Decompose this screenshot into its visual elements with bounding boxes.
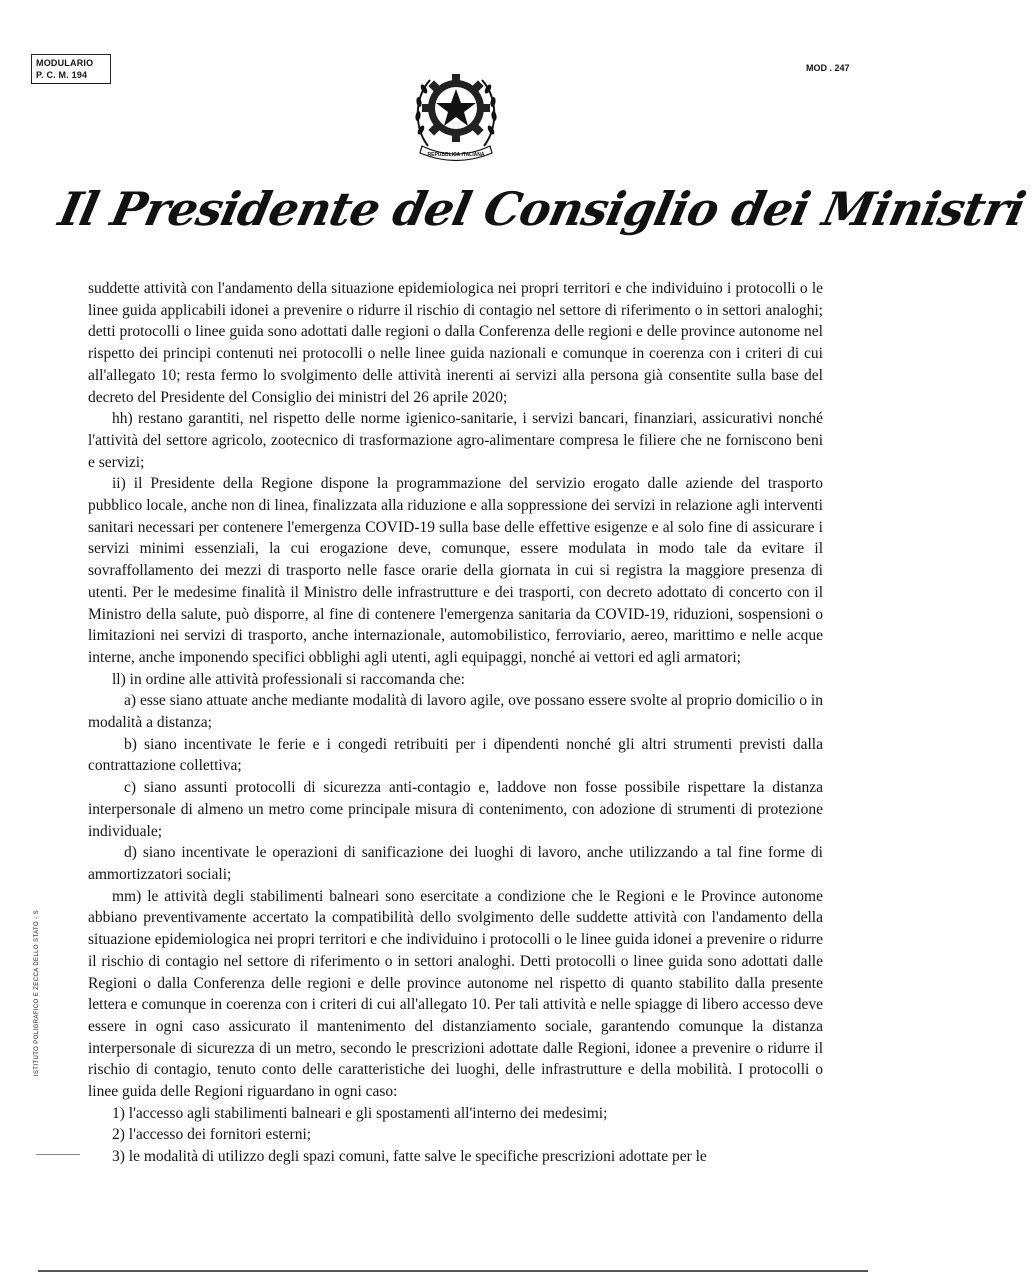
paragraph-mm: mm) le attività degli stabilimenti balneari sono esercitate a condizione che le Regioni e le Province autonome abbiano preventivamente accertato la compatibilità dello svolgimento delle suddette attività con l'andamento della situazione epidemiologica nei propri territori e che individuino i protocolli o le linee guida idonei a prevenire o ridurre il rischio di contagio nel settore di riferimento o in settori analoghi. Detti protocolli o linee guida sono adottati dalle Regioni o dalla Conferenza delle regioni e delle province autonome nel rispetto di quanto stabilito dalla presente lettera e comunque in coerenza con i criteri di cui all'allegato 10. Per tali attività e nelle spiagge di libero accesso deve essere in ogni caso assicurato il mantenimento del distanziamento sociale, garantendo comunque la distanza interpersonale di sicurezza di un metro, secondo le prescrizioni adottate dalle Regioni, idonee a prevenire o ridurre il rischio di contagio, tenuto conto delle caratteristiche dei luoghi, delle infrastrutture e della mobilità. I protocolli o linee guida delle Regioni riguardano in ogni caso: xyxy=(88,887,823,1101)
modulario-stamp xyxy=(31,54,111,84)
footer-rule xyxy=(38,1270,868,1272)
modulario-line-2: P. C. M. 194 xyxy=(36,70,88,80)
paragraph-ll-a: a) esse siano attuate anche mediante modalità di lavoro agile, ove possano essere svolte al proprio domicilio o in modalità a distanza; xyxy=(88,692,823,732)
document-body xyxy=(88,278,823,1168)
modulario-line-1: MODULARIO xyxy=(36,58,94,68)
paragraph-ll-c: c) siano assunti protocolli di sicurezza anti-contagio e, laddove non fosse possibile rispettare la distanza interpersonale di almeno un metro come principale misura di contenimento, con adozione di strumenti di protezione individuale; xyxy=(88,779,823,840)
mod-code: MOD . 247 xyxy=(806,63,850,73)
paragraph-ll-d: d) siano incentivate le operazioni di sanificazione dei luoghi di lavoro, anche utilizzando a tal fine forme di ammortizzatori sociali; xyxy=(88,844,823,883)
paragraph-mm-2: 2) l'accesso dei fornitori esterni; xyxy=(112,1126,312,1144)
paragraph-ii: ii) il Presidente della Regione dispone la programmazione del servizio erogato dalle aziende del trasporto pubblico locale, anche non di linea, finalizzata alla riduzione e alla soppressione dei servizi in relazione agli interventi sanitari necessari per contenere l'emergenza COVID-19 sulla base delle effettive esigenze e al solo fine di assicurare i servizi minimi essenziali, la cui erogazione deve, comunque, essere modulata in modo tale da evitare il sovraffollamento dei mezzi di trasporto nelle fasce orarie della giornata in cui si registra la maggiore presenza di utenti. Per le medesime finalità il Ministro delle infrastrutture e dei trasporti, con decreto adottato di concerto con il Ministro della salute, può disporre, al fine di contenere l'emergenza sanitaria da COVID-19, riduzioni, sospensioni o limitazioni nei servizi di trasporto, anche internazionale, automobilistico, ferroviario, aereo, marittimo e nelle acque interne, anche imponendo specifici obblighi agli utenti, agli equipaggi, nonché ai vettori ed agli armatori; xyxy=(88,475,823,666)
paragraph-hh: hh) restano garantiti, nel rispetto delle norme igienico-sanitarie, i servizi bancari, finanziari, assicurativi nonché l'attività del settore agricolo, zootecnico di trasformazione agro-alimentare compresa le filiere che ne forniscono beni e servizi; xyxy=(88,410,823,471)
paragraph-mm-3: 3) le modalità di utilizzo degli spazi comuni, fatte salve le specifiche prescrizioni adottate per le xyxy=(112,1148,707,1166)
paragraph-ll: ll) in ordine alle attività professionali si raccomanda che: xyxy=(112,670,465,688)
paragraph-mm-1: 1) l'accesso agli stabilimenti balneari e gli spostamenti all'interno dei medesimi; xyxy=(112,1104,608,1122)
italian-republic-emblem-icon xyxy=(408,58,504,164)
margin-mark xyxy=(36,1154,80,1155)
printer-side-note xyxy=(36,910,44,1200)
paragraph-continuation: suddette attività con l'andamento della situazione epidemiologica nei propri territori e che individuino i protocolli o le linee guida applicabili idonei a prevenire o ridurre il rischio di contagio nel settore di riferimento o in settori analoghi; detti protocolli o linee guida sono adottati dalle regioni o dalla Conferenza delle regioni e delle province autonome nel rispetto dei principi contenuti nei protocolli o nelle linee guida nazionali e comunque in coerenza con i criteri di cui all'allegato 10; resta fermo lo svolgimento delle attività inerenti ai servizi alla persona già consentite sulla base del decreto del Presidente del Consiglio dei ministri del 26 aprile 2020; xyxy=(88,280,823,406)
page-title: Il Presidente del Consiglio dei Ministri xyxy=(54,182,1030,236)
paragraph-ll-b: b) siano incentivate le ferie e i congedi retribuiti per i dipendenti nonché gli altri strumenti previsti dalla contrattazione collettiva; xyxy=(88,735,823,775)
printer-side-note-text: ISTITUTO POLIGRAFICO E ZECCA DELLO STATO - S xyxy=(34,910,40,1077)
svg-text:REPUBBLICA ITALIANA: REPUBBLICA ITALIANA xyxy=(427,152,485,158)
